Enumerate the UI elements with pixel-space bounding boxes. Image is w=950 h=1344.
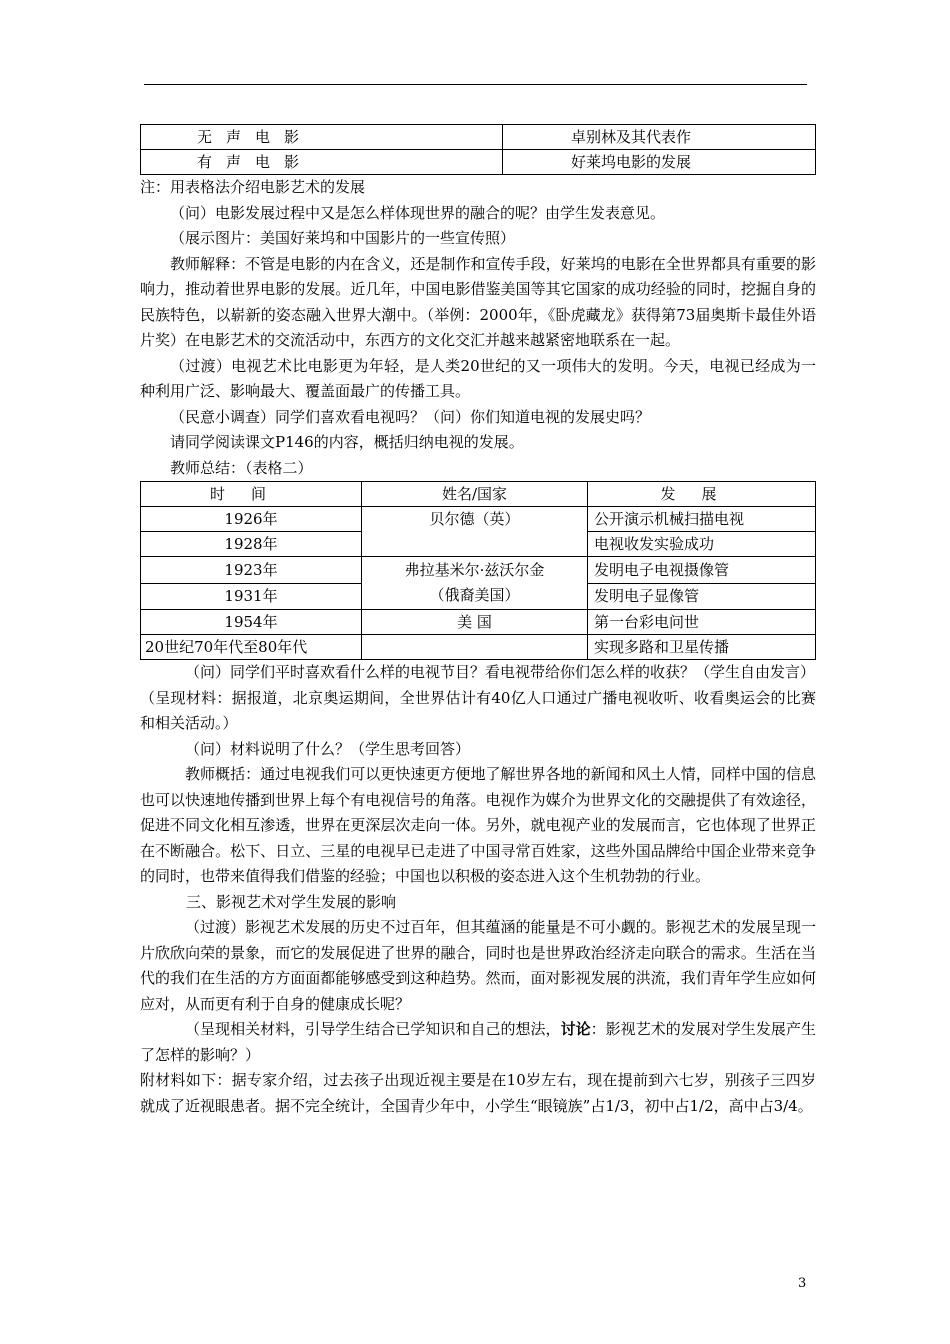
paragraph: （问）材料说明了什么？（学生思考回答） — [185, 739, 471, 758]
table-row — [141, 125, 816, 150]
table-row — [141, 150, 816, 175]
paragraph: （问）同学们平时喜欢看什么样的电视节目？看电视带给你们怎么样的收获？（学生自由发言） — [185, 663, 816, 681]
text-span: （呈现相关材料，引导学生结合已学知识和自己的想法， — [185, 1020, 561, 1038]
name-line: （俄裔美国） — [429, 586, 520, 604]
table-cell: 发明电子电视摄像管 — [588, 557, 816, 584]
table-cell: 发明电子显像管 — [588, 583, 816, 610]
section-heading: 三、影视艺术对学生发展的影响 — [186, 892, 397, 911]
paragraph: （问）电影发展过程中又是怎么样体现世界的融合的呢？由学生发表意见。 — [170, 203, 666, 222]
document-body — [140, 124, 816, 1119]
table-row — [141, 610, 816, 635]
header-rule — [144, 84, 807, 85]
paragraph — [140, 1017, 816, 1068]
paragraph: 附材料如下：据专家介绍，过去孩子出现近视主要是在10岁左右，现在提前到六七岁，别孩子三四岁就成了近视眼患者。据不完全统计，全国青少年中，小学生“眼镜族”占1/3，初中占1/2，高中占3/4。 — [140, 1071, 816, 1115]
film-table — [140, 124, 816, 175]
table-cell: 第一台彩电问世 — [588, 610, 816, 635]
table-row — [141, 507, 816, 532]
table-cell: 贝尔德（英） — [362, 507, 588, 557]
paragraph: （民意小调查）同学们喜欢看电视吗？（问）你们知道电视的发展史吗？ — [170, 407, 651, 426]
paragraph: （呈现材料：据报道，北京奥运期间，全世界估计有40亿人口通过广播电视收听、收看奥运会的比赛和相关活动。） — [140, 688, 816, 732]
table-header-row — [141, 482, 816, 507]
name-line: 弗拉基米尔·兹沃尔金 — [404, 561, 545, 579]
table-cell: 美 国 — [362, 610, 588, 635]
table-cell: 公开演示机械扫描电视 — [588, 507, 816, 532]
column-header: 姓名/国家 — [362, 482, 588, 507]
table-row — [141, 635, 816, 660]
paragraph: （过渡）影视艺术发展的历史不过百年，但其蕴涵的能量是不可小觑的。影视艺术的发展呈现一片欣欣向荣的景象，而它的发展促进了世界的融合，同时也是世界政治经济走向联合的需求。生活在当代的我们在生活的方方面面都能够感受到这种趋势。然而，面对影视发展的洪流，我们青年学生应如何应对，从而更有利于自身的健康成长呢？ — [140, 918, 816, 1013]
page-number: 3 — [798, 1276, 807, 1291]
column-header: 发展 — [588, 482, 816, 507]
bold-keyword: 讨论 — [560, 1020, 591, 1038]
table-row — [141, 557, 816, 584]
table-cell: 1928年 — [141, 532, 362, 557]
paragraph: 教师概括：通过电视我们可以更快速更方便地了解世界各地的新闻和风土人情，同样中国的信息也可以快速地传播到世界上每个有电视信号的角落。电视作为媒介为世界文化的交融提供了有效途径，促进不同文化相互渗透，世界在更深层次走向一体。另外，就电视产业的发展而言，它也体现了世界正在不断融合。松下、日立、三星的电视早已走进了中国寻常百姓家，这些外国品牌给中国企业带来竞争的同时，也带来值得我们借鉴的经验；中国也以积极的姿态进入这个生机勃勃的行业。 — [140, 765, 816, 885]
paragraph: 教师解释：不管是电影的内在含义，还是制作和宣传手段，好莱坞的电影在全世界都具有重要的影响力，推动着世界电影的发展。近几年，中国电影借鉴美国等其它国家的成功经验的同时，挖掘自身的民族特色，以崭新的姿态融入世界大潮中。（举例：2000年，《卧虎藏龙》获得第73届奥斯卡最佳外语片奖）在电影艺术的交流活动中，东西方的文化交汇并越来越紧密地联系在一起。 — [140, 254, 816, 349]
paragraph: 注：用表格法介绍电影艺术的发展 — [140, 178, 366, 196]
table-cell: 无声电影 — [141, 125, 503, 150]
table-cell: 卓别林及其代表作 — [503, 125, 816, 150]
table-cell: 电视收发实验成功 — [588, 532, 816, 557]
table-cell: 1923年 — [141, 557, 362, 584]
table-cell — [362, 557, 588, 610]
table-cell: 有声电影 — [141, 150, 503, 175]
paragraph: 教师总结：（表格二） — [170, 458, 313, 477]
table-cell: 20世纪70年代至80年代 — [141, 635, 362, 660]
paragraph: 请同学阅读课文P146的内容，概括归纳电视的发展。 — [170, 433, 524, 451]
table-cell: 实现多路和卫星传播 — [588, 635, 816, 660]
table-cell: 1926年 — [141, 507, 362, 532]
table-cell: 1931年 — [141, 583, 362, 610]
tv-history-table — [140, 481, 816, 660]
paragraph: （展示图片：美国好莱坞和中国影片的一些宣传照） — [170, 229, 516, 247]
column-header: 时间 — [141, 482, 362, 507]
table-cell: 1954年 — [141, 610, 362, 635]
paragraph: （过渡）电视艺术比电影更为年轻，是人类20世纪的又一项伟大的发明。今天，电视已经成为一种利用广泛、影响最大、覆盖面最广的传播工具。 — [140, 356, 816, 400]
table-cell: 好莱坞电影的发展 — [503, 150, 816, 175]
table-cell — [362, 635, 588, 660]
text-span: ：影视艺术的发展对学生发展产生了怎样的影响？） — [140, 1020, 816, 1064]
